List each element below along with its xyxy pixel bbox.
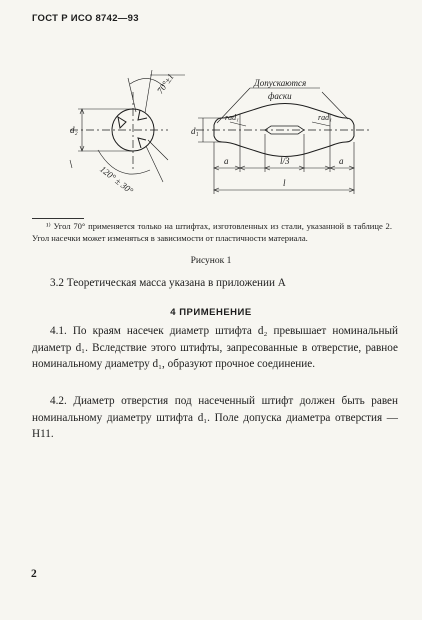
label-rad-right: rad₁ bbox=[318, 113, 332, 122]
paragraph-3-2: 3.2 Теоретическая масса указана в приложении А bbox=[50, 277, 286, 289]
label-rad-left: rad₁ bbox=[225, 113, 239, 122]
paragraph-4-2: 4.2. Диаметр отверстия под насеченный штифт должен быть равен номинальному диаметру штифта d₁. Поле допуска диаметра отверстия — H11. bbox=[32, 395, 398, 440]
page-number: 2 bbox=[31, 568, 37, 580]
label-l3: l/3 bbox=[280, 156, 290, 166]
paragraph-4-1: 4.1. По краям насечек диаметр штифта d₂ превышает номинальный диаметр d₁. Вследствие этого штифты, запресованные в отверстие, равное номинальному диаметру d₁, образуют прочное соединение. bbox=[32, 325, 398, 370]
label-a-left: a bbox=[224, 156, 229, 166]
label-l: l bbox=[283, 178, 286, 188]
label-d2: d₂ bbox=[70, 125, 78, 135]
label-tolerance-note-2: фаски bbox=[268, 91, 292, 101]
footnote-rule bbox=[32, 218, 84, 219]
label-d1: d₁ bbox=[191, 126, 199, 136]
label-angle-70: 70°±1 bbox=[154, 71, 176, 96]
figure-caption: Рисунок 1 bbox=[190, 256, 232, 266]
section-title: 4 ПРИМЕНЕНИЕ bbox=[170, 307, 252, 318]
label-tolerance-note-1: Допускаются bbox=[254, 78, 307, 88]
figure-1-drawing bbox=[0, 0, 422, 215]
label-angle-120: 120° ± 30° bbox=[98, 163, 136, 196]
label-a-right: a bbox=[339, 156, 344, 166]
footnote: ¹⁾ Угол 70° применяется только на штифтах, изготовленных из стали, указанной в таблице 2. Угол насечки может изменяться в зависимости от пластичности материала. bbox=[32, 221, 392, 243]
document-header: ГОСТ Р ИСО 8742—93 bbox=[32, 13, 139, 24]
